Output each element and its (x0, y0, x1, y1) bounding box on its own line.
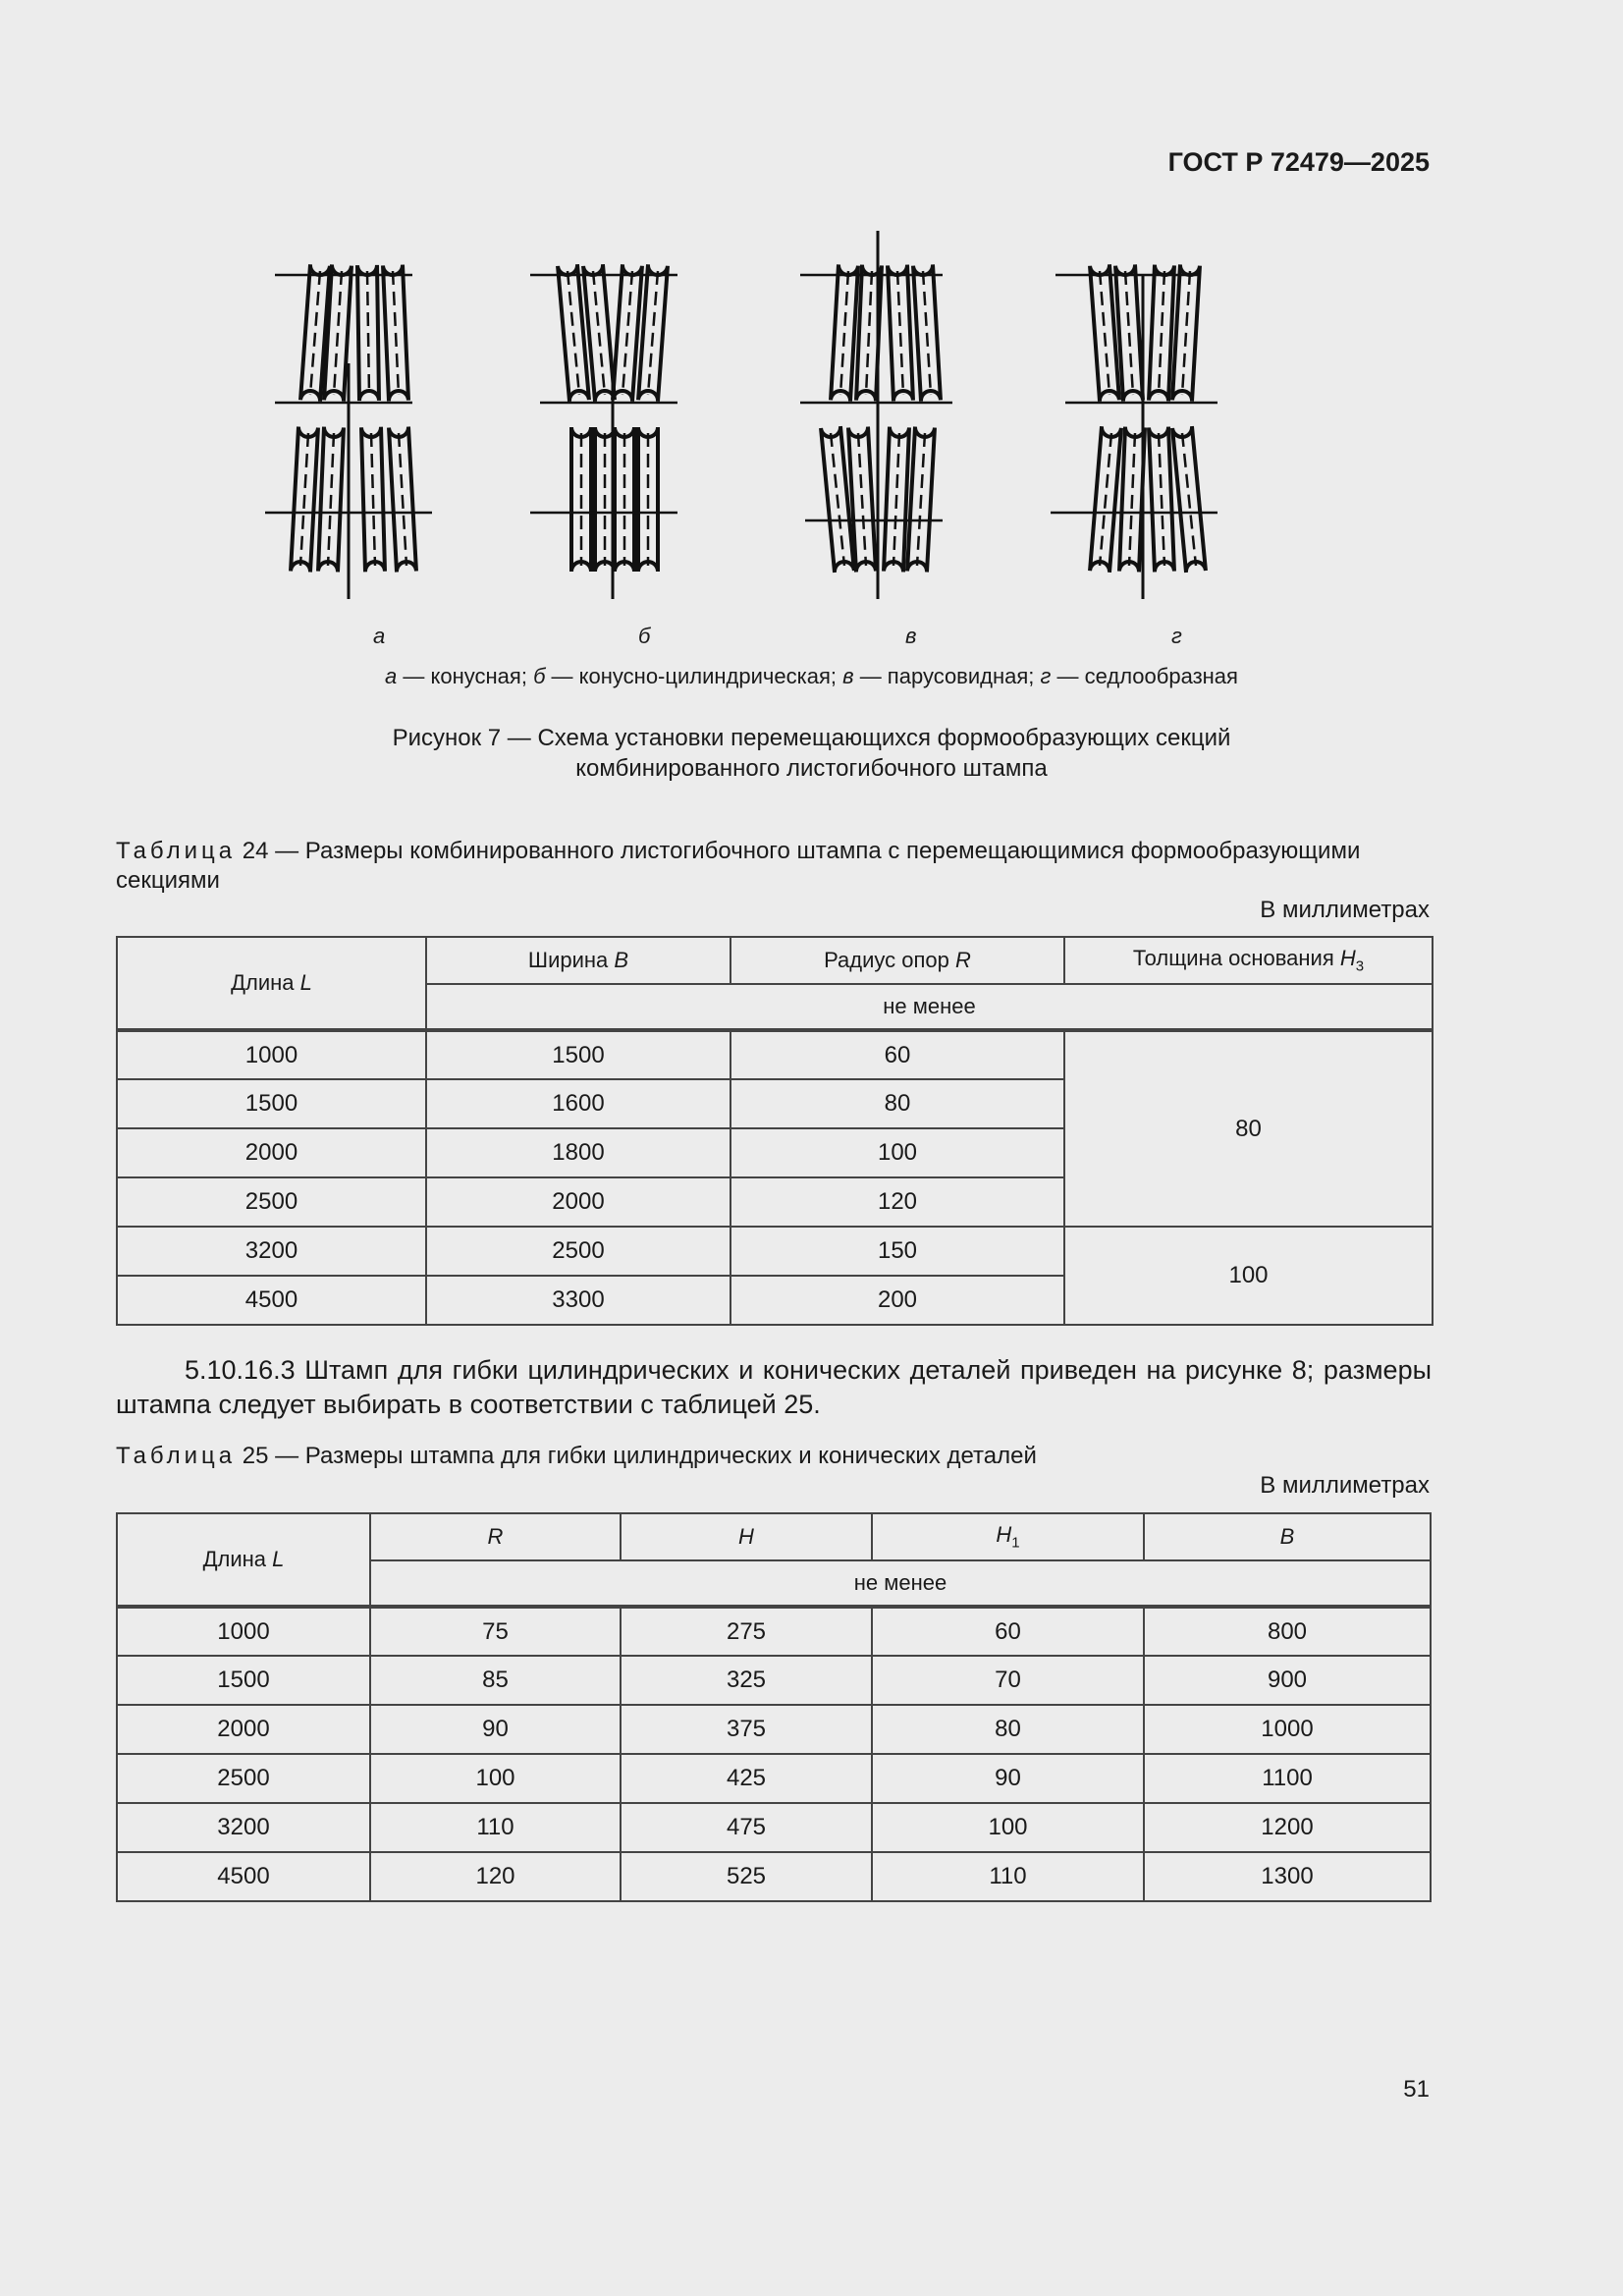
t25-cell: 1300 (1144, 1852, 1431, 1901)
table-row (117, 1803, 1431, 1852)
t25-cell: 100 (872, 1803, 1144, 1852)
die-section-axis (622, 271, 632, 395)
t25-cell: 2000 (117, 1705, 370, 1754)
t25-header-b: B (1144, 1513, 1431, 1560)
die-section-axis (328, 433, 334, 566)
t25-cell: 425 (621, 1754, 872, 1803)
die-section-axis (1129, 433, 1135, 566)
t24-header-length: Длина L (117, 937, 426, 1030)
legend-text-v: — парусовидная; (853, 664, 1041, 688)
t25-cell: 85 (370, 1656, 621, 1705)
die-section-axis (1182, 271, 1190, 395)
figure-caption (0, 723, 1623, 784)
t24-cell: 1500 (426, 1030, 730, 1079)
figure-label-g: г (1171, 624, 1182, 648)
figure-caption-line1: Рисунок 7 — Схема установки перемещающихся формообразующих секций (392, 725, 1231, 751)
die-section-axis (1100, 271, 1109, 395)
t24-cell: 120 (730, 1177, 1064, 1227)
t25-cell: 2500 (117, 1754, 370, 1803)
die-section-axis (334, 271, 342, 395)
die-section-axis (300, 433, 308, 566)
legend-key-b: б (533, 664, 546, 688)
legend-key-g: г (1040, 664, 1052, 688)
t24-cell: 200 (730, 1276, 1064, 1325)
t25-cell: 325 (621, 1656, 872, 1705)
t25-cell: 800 (1144, 1607, 1431, 1656)
t25-cell: 75 (370, 1607, 621, 1656)
t25-cell: 70 (872, 1656, 1144, 1705)
t25-cell: 475 (621, 1803, 872, 1852)
t25-header-length: Длина L (117, 1513, 370, 1607)
die-section-axis (648, 271, 658, 395)
table-row (117, 1705, 1431, 1754)
t25-header-r: R (370, 1513, 621, 1560)
figure-variant-1 (530, 264, 677, 599)
legend-text-b: — конусно-цилиндрическая; (545, 664, 843, 688)
table-row (117, 1754, 1431, 1803)
t24-cell: 2000 (117, 1128, 426, 1177)
legend-key-a: а (385, 664, 398, 688)
t25-cell: 275 (621, 1607, 872, 1656)
t24-cell: 2500 (117, 1177, 426, 1227)
t24-cell: 1800 (426, 1128, 730, 1177)
table-row (117, 1607, 1431, 1656)
t25-cell: 1500 (117, 1656, 370, 1705)
paragraph-5-10-16-3: 5.10.16.3 Штамп для гибки цилиндрических и конических деталей приведен на рисунке 8; размеры штампа следует выбирать в соответствии с таблицей 25. (116, 1355, 1432, 1419)
figure-legend (0, 664, 1623, 689)
t24-cell: 2500 (426, 1227, 730, 1276)
t24-cell: 1500 (117, 1079, 426, 1128)
t24-cell: 1600 (426, 1079, 730, 1128)
t25-header-min: не менее (370, 1560, 1431, 1607)
t24-cell: 4500 (117, 1276, 426, 1325)
t24-cell: 1000 (117, 1030, 426, 1079)
t24-cell: 2000 (426, 1177, 730, 1227)
t25-cell: 90 (370, 1705, 621, 1754)
table-24-title-text: 24 — Размеры комбинированного листогибочного штампа с перемещающимися формообразующими секциями (116, 838, 1361, 894)
t24-header-radius: Радиус опор R (730, 937, 1064, 984)
table-25-units: В миллиметрах (1260, 1472, 1430, 1499)
t25-cell: 110 (370, 1803, 621, 1852)
t24-header-min: не менее (426, 984, 1433, 1030)
table-row (117, 1852, 1431, 1901)
t25-header-h: H (621, 1513, 872, 1560)
t25-cell: 4500 (117, 1852, 370, 1901)
t25-cell: 60 (872, 1607, 1144, 1656)
t25-cell: 375 (621, 1705, 872, 1754)
die-section-axis (923, 271, 931, 395)
figure-label-v: в (905, 624, 917, 648)
t24-header-thickness: Толщина основания $H_3$ (1064, 937, 1433, 984)
t24-merged-thickness-2: 100 (1064, 1227, 1433, 1325)
legend-key-v: в (842, 664, 854, 688)
figure-caption-line2: комбинированного листогибочного штампа (575, 755, 1048, 782)
die-section-axis (367, 271, 369, 395)
table-24-units: В миллиметрах (1260, 897, 1430, 923)
t25-cell: 3200 (117, 1803, 370, 1852)
legend-text-a: — конусная; (397, 664, 534, 688)
t25-cell: 1000 (117, 1607, 370, 1656)
die-section-axis (1125, 271, 1133, 395)
table-row (117, 1227, 1433, 1276)
t25-cell: 1200 (1144, 1803, 1431, 1852)
table-24 (116, 936, 1434, 1326)
t24-cell: 60 (730, 1030, 1064, 1079)
table-25-label: Таблица (116, 1443, 237, 1469)
die-section-axis (897, 271, 903, 395)
t24-header-width: Ширина B (426, 937, 730, 984)
die-section-axis (866, 271, 872, 395)
t25-cell: 80 (872, 1705, 1144, 1754)
t24-cell: 150 (730, 1227, 1064, 1276)
document-header: ГОСТ Р 72479—2025 (1167, 147, 1430, 177)
die-section-axis (399, 433, 406, 566)
figure-variant-0 (265, 264, 432, 599)
t25-cell: 1100 (1144, 1754, 1431, 1803)
die-section-axis (310, 271, 320, 395)
t24-cell: 3300 (426, 1276, 730, 1325)
table-24-label: Таблица (116, 838, 237, 864)
t24-merged-thickness-1: 80 (1064, 1030, 1433, 1227)
t25-cell: 900 (1144, 1656, 1431, 1705)
figure-7-diagram (265, 226, 1286, 609)
page-number: 51 (1403, 2076, 1430, 2103)
t25-cell: 110 (872, 1852, 1144, 1901)
t24-cell: 80 (730, 1079, 1064, 1128)
die-section-axis (858, 433, 866, 566)
t25-header-h1: $H_1$ (872, 1513, 1144, 1560)
die-section-axis (1159, 433, 1164, 566)
t25-cell: 90 (872, 1754, 1144, 1803)
t25-cell: 100 (370, 1754, 621, 1803)
t25-cell: 1000 (1144, 1705, 1431, 1754)
t24-cell: 3200 (117, 1227, 426, 1276)
table-25-title-text: 25 — Размеры штампа для гибки цилиндрических и конических деталей (236, 1443, 1037, 1469)
figure-variant-3 (1051, 264, 1217, 599)
die-section-axis (917, 433, 925, 566)
table-row (117, 1030, 1433, 1079)
table-25-title (116, 1442, 1432, 1471)
t25-cell: 525 (621, 1852, 872, 1901)
die-section-axis (371, 433, 375, 566)
t24-cell: 100 (730, 1128, 1064, 1177)
figure-label-b: б (638, 624, 651, 648)
figure-variant-2 (800, 231, 952, 599)
figure-label-a: а (373, 624, 386, 648)
die-section-axis (393, 271, 399, 395)
die-section-axis (1159, 271, 1164, 395)
t25-cell: 120 (370, 1852, 621, 1901)
die-section-axis (893, 433, 899, 566)
table-row (117, 1656, 1431, 1705)
table-24-title (116, 837, 1432, 896)
die-section-axis (840, 271, 848, 395)
legend-text-g: — седлообразная (1051, 664, 1238, 688)
table-25 (116, 1512, 1432, 1902)
